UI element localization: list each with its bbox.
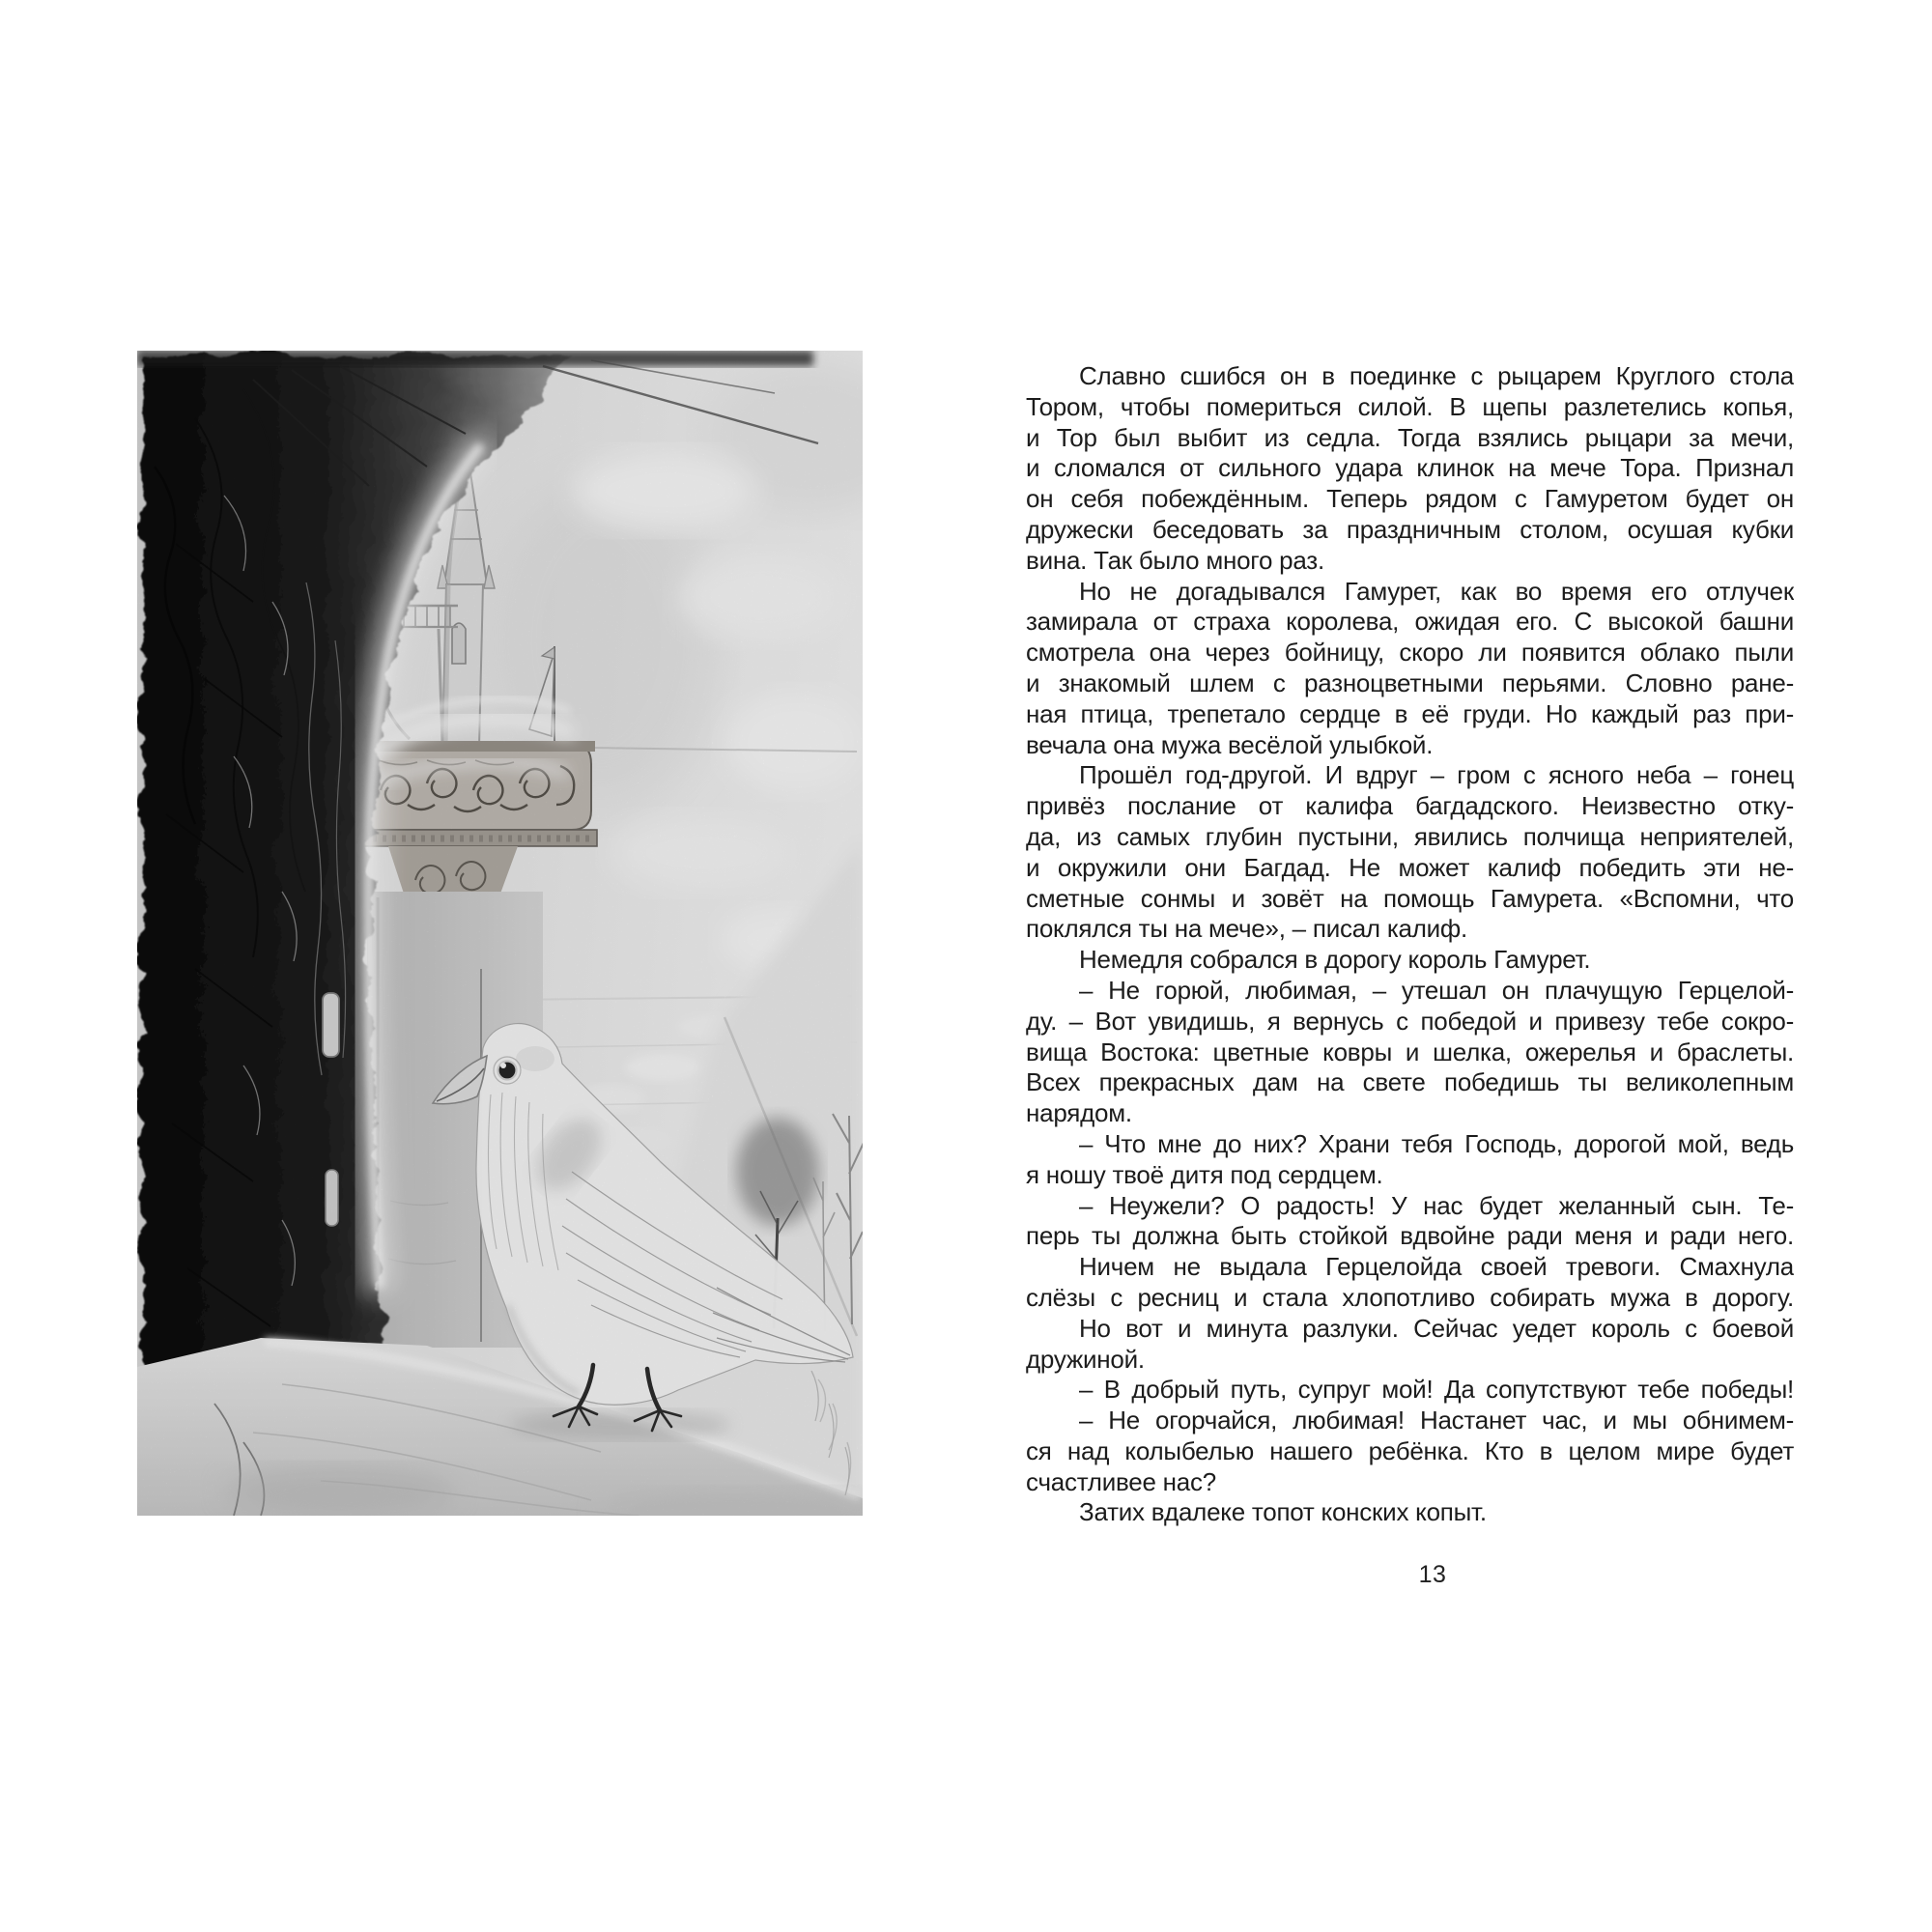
paper-grain — [137, 351, 863, 1516]
text-line: вечала она мужа весёлой улыбкой. — [1026, 729, 1434, 759]
text-line: Затих вдалеке топот конских копыт. — [1079, 1497, 1487, 1527]
text-line: вища Востока: цветные ковры и шелка, ожерелья и браслеты. — [1026, 1037, 1794, 1066]
text-line: счастливее нас? — [1026, 1466, 1216, 1496]
story-text-page — [1026, 361, 1794, 1528]
text-line: слёзы с ресниц и стала хлопотливо собирать мужа в дорогу. — [1026, 1282, 1794, 1312]
text-line: Но вот и минута разлуки. Сейчас уедет король с боевой — [1079, 1313, 1794, 1343]
text-line: ная птица, трепетало сердце в её груди. Но каждый раз при- — [1026, 698, 1794, 728]
text-line: – Неужели? О радость! У нас будет желанный сын. Те- — [1079, 1190, 1794, 1220]
text-line: и Тор был выбит из седла. Тогда взялись рыцари за мечи, — [1026, 422, 1794, 452]
text-line: ду. – Вот увидишь, я вернусь с победой и привезу тебе сокро- — [1026, 1006, 1794, 1036]
page-number: 13 — [1418, 1561, 1447, 1588]
text-line: поклялся ты на мече», – писал калиф. — [1026, 914, 1468, 944]
text-line: смотрела она через бойницу, скоро ли появится облако пыли — [1026, 638, 1794, 668]
text-line: Прошёл год-другой. И вдруг – гром с ясного неба – гонец — [1079, 760, 1794, 790]
text-line: ся над колыбелью нашего ребёнка. Кто в целом мире будет — [1026, 1435, 1794, 1465]
text-line: и окружили они Багдад. Не может калиф победить эти не- — [1026, 852, 1794, 882]
story-paragraphs — [1026, 361, 1794, 1528]
text-line: сметные сонмы и зовёт на помощь Гамурета. «Вспомни, что — [1026, 883, 1794, 913]
illustration-dove-at-window — [137, 351, 863, 1516]
text-line: я ношу твоё дитя под сердцем. — [1026, 1159, 1383, 1189]
text-line: и сломался от сильного удара клинок на мече Тора. Признал — [1026, 453, 1794, 483]
text-line: Ничем не выдала Герцелойда своей тревоги. Смахнула — [1079, 1252, 1794, 1282]
text-line: вина. Так было много раз. — [1026, 545, 1324, 575]
text-line: привёз послание от калифа багдадского. Неизвестно отку- — [1026, 791, 1794, 821]
text-line: и знакомый шлем с разноцветными перьями. Словно ране- — [1026, 668, 1794, 697]
text-line: – Не горюй, любимая, – утешал он плачущую Герцелой- — [1079, 975, 1794, 1005]
text-line: он себя побеждённым. Теперь рядом с Гамуретом будет он — [1026, 484, 1794, 514]
text-line: перь ты должна быть стойкой вдвойне ради меня и ради него. — [1026, 1221, 1794, 1251]
text-line: – Что мне до них? Храни тебя Господь, дорогой мой, ведь — [1079, 1128, 1794, 1158]
text-line: дружески беседовать за праздничным столом, осушая кубки — [1026, 514, 1794, 544]
text-line: – Не огорчайся, любимая! Настанет час, и мы обнимем- — [1079, 1406, 1794, 1435]
text-line: нарядом. — [1026, 1098, 1132, 1128]
text-line: Немедля собрался в дорогу король Гамурет. — [1079, 945, 1591, 975]
text-line: – В добрый путь, супруг мой! Да сопутствуют тебе победы! — [1079, 1375, 1794, 1405]
text-line: замирала от страха королева, ожидая его. С высокой башни — [1026, 607, 1794, 637]
text-line: дружиной. — [1026, 1344, 1145, 1374]
text-line: да, из самых глубин пустыни, явились полчища неприятелей, — [1026, 821, 1794, 851]
text-line: Но не догадывался Гамурет, как во время его отлучек — [1079, 576, 1794, 606]
text-line: Тором, чтобы помериться силой. В щепы разлетелись копья, — [1026, 391, 1794, 421]
text-line: Славно сшибся он в поединке с рыцарем Круглого стола — [1079, 361, 1794, 390]
text-line: Всех прекрасных дам на свете победишь ты великолепным — [1026, 1067, 1794, 1097]
